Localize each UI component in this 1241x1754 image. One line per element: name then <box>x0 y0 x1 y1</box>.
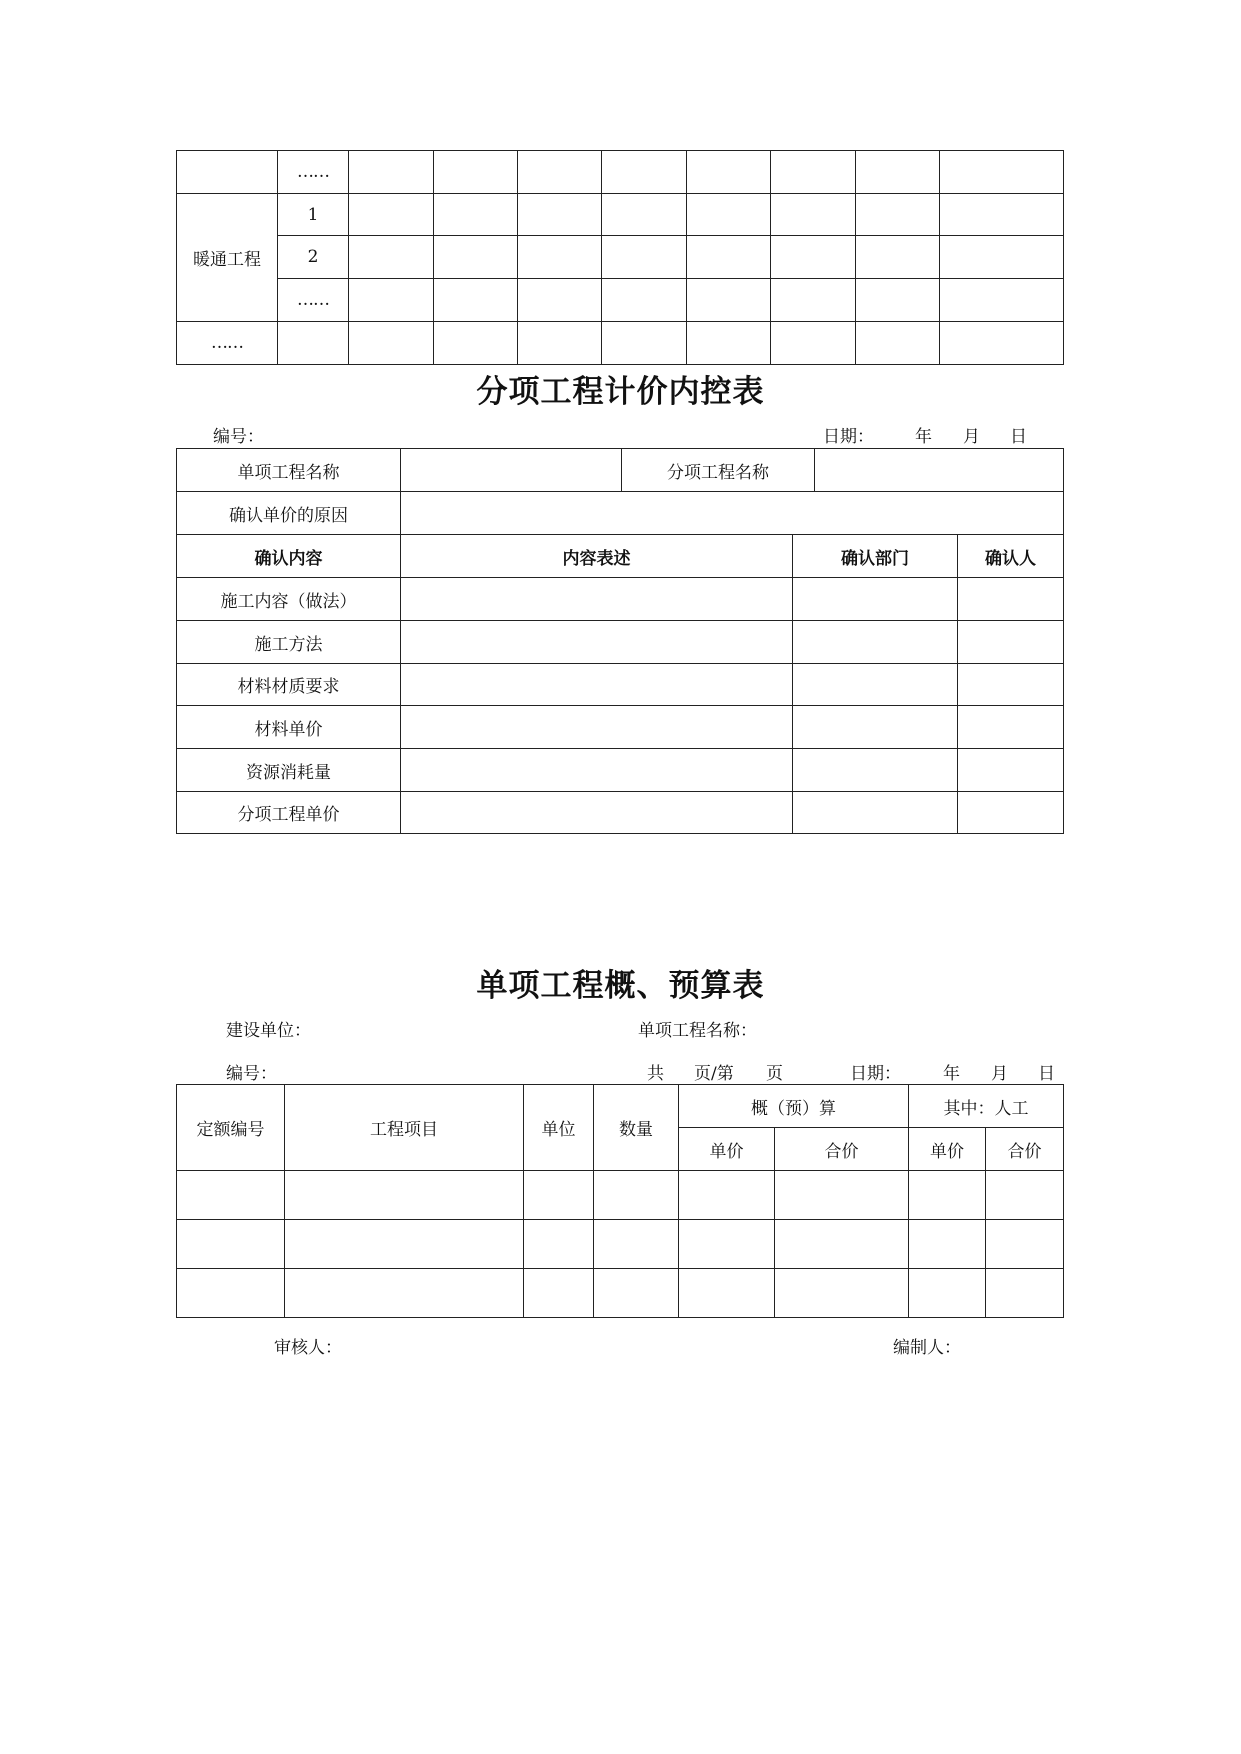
page-total-label: 共 <box>647 1064 664 1084</box>
table-row <box>177 706 1064 749</box>
item-label: 分项工程单价 <box>177 792 401 834</box>
form3-number-label: 编号： <box>226 1064 277 1084</box>
table-row <box>177 749 1064 792</box>
item-label: 资源消耗量 <box>177 749 401 792</box>
header-confirm-content: 确认内容 <box>177 535 401 578</box>
preparer-label: 编制人： <box>893 1338 961 1358</box>
table-row <box>177 578 1064 621</box>
header-budget: 概（预）算 <box>679 1085 909 1128</box>
table-row <box>177 664 1064 706</box>
form2-title: 分项工程计价内控表 <box>476 374 765 410</box>
hvac-group-cell: 暖通工程 <box>177 194 278 322</box>
table-row <box>177 1220 1064 1269</box>
reason-value[interactable] <box>401 492 1064 535</box>
form2-day: 日 <box>1010 427 1027 447</box>
item-label: 材料材质要求 <box>177 664 401 706</box>
table-row <box>177 279 1064 322</box>
pricing-control-table <box>176 448 1064 834</box>
table-row <box>177 1269 1064 1318</box>
form3-month: 月 <box>991 1064 1008 1084</box>
form3-title: 单项工程概、预算表 <box>476 968 765 1004</box>
table-row <box>177 792 1064 834</box>
form3-year: 年 <box>943 1064 960 1084</box>
unit-project-name-value[interactable] <box>401 449 622 492</box>
item-cell: …… <box>278 151 349 194</box>
continuation-table <box>176 150 1064 365</box>
header-labor-total-price: 合价 <box>986 1128 1064 1171</box>
sub-project-name-value[interactable] <box>815 449 1064 492</box>
form3-date-label: 日期： <box>850 1064 901 1084</box>
item-cell <box>278 322 349 365</box>
unit-project-name-label: 单项工程名称 <box>177 449 401 492</box>
header-unit: 单位 <box>524 1085 594 1171</box>
category-cell <box>177 151 278 194</box>
reviewer-label: 审核人： <box>274 1338 342 1358</box>
header-labor-unit-price: 单价 <box>909 1128 986 1171</box>
table-row <box>177 194 1064 236</box>
header-budget-total-price: 合价 <box>775 1128 909 1171</box>
form2-year: 年 <box>915 427 932 447</box>
reason-label: 确认单价的原因 <box>177 492 401 535</box>
category-cell: …… <box>177 322 278 365</box>
table-row <box>177 621 1064 664</box>
item-cell: …… <box>278 279 349 322</box>
header-description: 内容表述 <box>401 535 793 578</box>
item-cell: 1 <box>278 194 349 236</box>
form2-date-label: 日期： <box>823 427 874 447</box>
table-row <box>177 492 1064 535</box>
table-row <box>177 449 1064 492</box>
header-quota-number: 定额编号 <box>177 1085 285 1171</box>
item-label: 施工内容（做法） <box>177 578 401 621</box>
page-current-label: 页/第 <box>694 1064 734 1084</box>
form3-day: 日 <box>1038 1064 1055 1084</box>
item-label: 施工方法 <box>177 621 401 664</box>
sub-project-name-label: 分项工程名称 <box>622 449 815 492</box>
item-cell: 2 <box>278 236 349 279</box>
header-labor: 其中：人工 <box>909 1085 1064 1128</box>
header-department: 确认部门 <box>793 535 958 578</box>
table-row <box>177 151 1064 194</box>
item-label: 材料单价 <box>177 706 401 749</box>
header-budget-unit-price: 单价 <box>679 1128 775 1171</box>
table-row <box>177 322 1064 365</box>
form2-month: 月 <box>963 427 980 447</box>
header-confirmer: 确认人 <box>958 535 1064 578</box>
builder-label: 建设单位： <box>226 1021 311 1041</box>
table-header-row <box>177 535 1064 578</box>
table-row <box>177 236 1064 279</box>
page-end-label: 页 <box>766 1064 783 1084</box>
table-header-row <box>177 1085 1064 1128</box>
form2-number-label: 编号： <box>213 427 264 447</box>
budget-table <box>176 1084 1064 1318</box>
unit-project-label: 单项工程名称： <box>638 1021 757 1041</box>
header-quantity: 数量 <box>594 1085 679 1171</box>
header-project-item: 工程项目 <box>285 1085 524 1171</box>
table-row <box>177 1171 1064 1220</box>
